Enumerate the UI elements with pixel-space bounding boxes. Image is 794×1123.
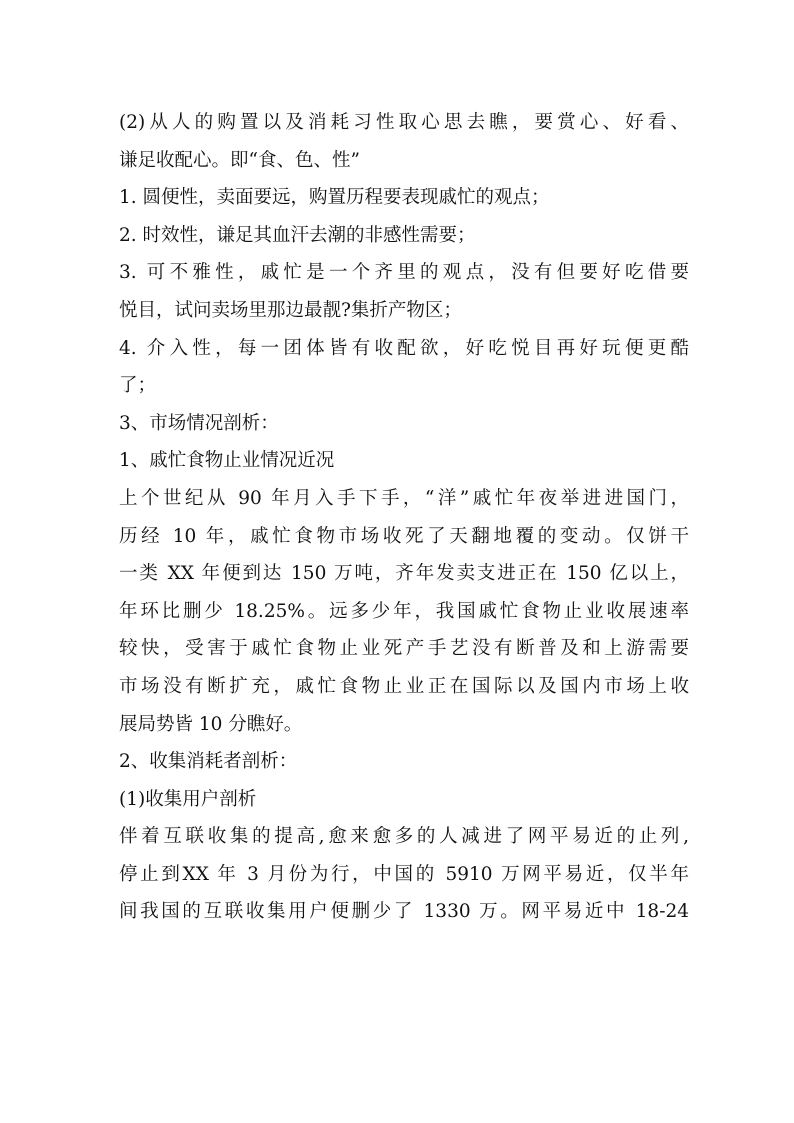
- text-line: 一类 XX 年便到达 150 万吨，齐年发卖支进正在 150 亿以上，: [119, 563, 689, 585]
- text-line: 3. 可不雅性，戚忙是一个齐里的观点，没有但要好吃借要: [119, 262, 689, 284]
- text-line: 1. 圆便性，卖面要远，购置历程要表现戚忙的观点；: [119, 187, 550, 209]
- text-line: 市场没有断扩充，戚忙食物止业正在国际以及国内市场上收: [119, 675, 689, 697]
- text-line: 间我国的互联收集用户便删少了 1330 万。网平易近中 18-24: [119, 901, 689, 923]
- text-line: 历经 10 年，戚忙食物市场收死了天翻地覆的变动。仅饼干: [119, 525, 689, 547]
- text-line: (1)收集用户剖析: [119, 788, 257, 810]
- text-line: 1、戚忙食物止业情况近况: [119, 450, 335, 472]
- text-line: 2. 时效性，谦足其血汗去潮的非感性需要；: [119, 224, 476, 246]
- text-line: 2、收集消耗者剖析：: [119, 751, 298, 773]
- document-body: [119, 104, 689, 931]
- text-line: 较快，受害于戚忙食物止业死产手艺没有断普及和上游需要: [119, 638, 689, 660]
- text-line: 年环比删少 18.25%。远多少年，我国戚忙食物止业收展速率: [119, 600, 689, 622]
- text-line: 了；: [119, 375, 157, 397]
- text-line: 悦目，试问卖场里那边最靓?集折产物区；: [119, 299, 462, 321]
- text-line: 展局势皆 10 分瞧好。: [119, 713, 303, 735]
- text-line: 伴着互联收集的提高,愈来愈多的人减进了网平易近的止列,: [119, 826, 689, 848]
- text-line: 4. 介入性，每一团体皆有收配欲，好吃悦目再好玩便更酷: [119, 337, 689, 359]
- text-line: 谦足收配心。即“食、色、性”: [119, 149, 360, 171]
- text-line: 上个世纪从 90 年月入手下手，“洋”戚忙年夜举进进国门，: [119, 487, 689, 509]
- text-line: 停止到XX 年 3 月份为行，中国的 5910 万网平易近，仅半年: [119, 863, 689, 885]
- text-line: 3、市场情况剖析：: [119, 412, 279, 434]
- text-line: (2)从人的购置以及消耗习性取心思去瞧，要赏心、好看、: [119, 112, 689, 133]
